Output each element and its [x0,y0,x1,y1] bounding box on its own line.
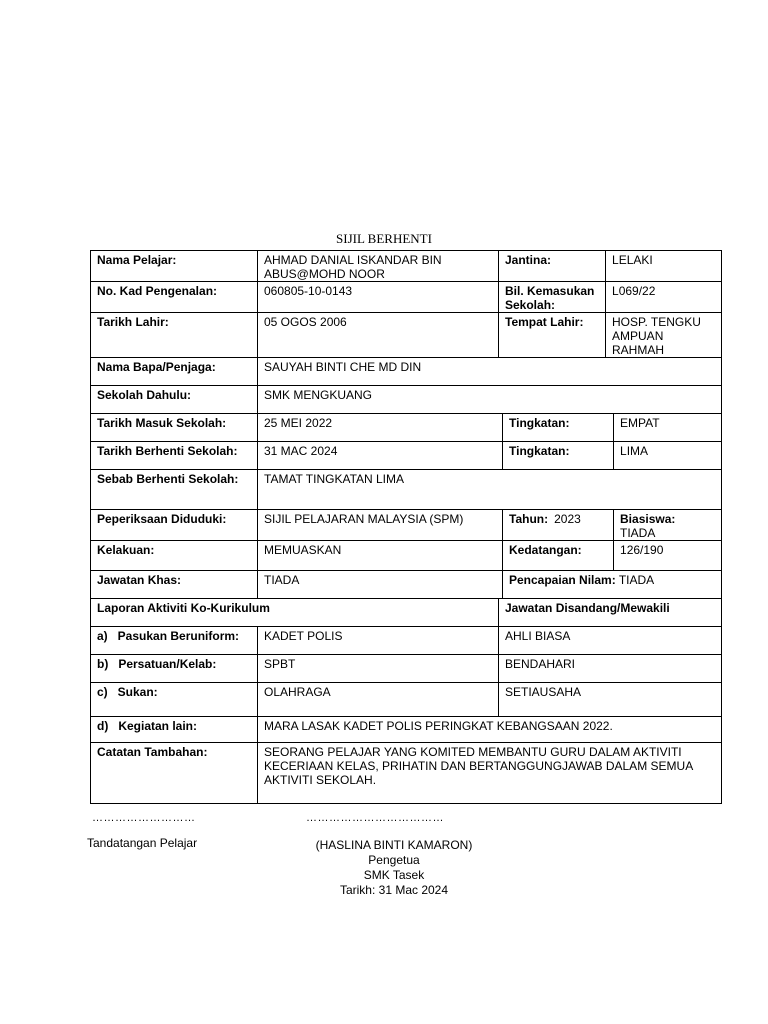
nilam-cell [503,571,722,599]
dahulu-value: SMK MENGKUANG [258,386,722,414]
bapa-label: Nama Bapa/Penjaga: [91,358,258,386]
certificate-title: SIJIL BERHENTI [336,231,432,246]
principal-name: (HASLINA BINTI KAMARON) [315,838,473,852]
kp-label: No. Kad Pengenalan: [91,282,258,313]
table-row [91,627,722,655]
berhenti-value: 31 MAC 2024 [258,442,503,470]
tingkatan2-value: LIMA [614,442,722,470]
periksa-label: Peperiksaan Diduduki: [91,510,258,541]
principal-signature-line: ……………………………… [306,812,444,824]
lahir-value: 05 OGOS 2006 [258,313,499,358]
table-row [91,541,722,571]
student-signature-label: Tandatangan Pelajar [87,836,198,850]
table-row [91,743,722,804]
signature-date: Tarikh: 31 Mac 2024 [339,883,449,897]
nama-label: Nama Pelajar: [91,251,258,282]
tahun-label: Tahun: [509,512,549,526]
principal-signature-block [294,838,494,898]
sukan-label: c) Sukan: [91,683,258,717]
tingkatan1-label: Tingkatan: [503,414,614,442]
nilam-value: TIADA [618,573,655,587]
biasiswa-cell [614,510,722,541]
pasukan-value: KADET POLIS [258,627,499,655]
jawatan-label: Jawatan Khas: [91,571,258,599]
table-row [91,599,722,627]
bil-value: L069/22 [606,282,722,313]
kedatangan-label: Kedatangan: [503,541,614,571]
tempat-value: HOSP. TENGKU AMPUAN RAHMAH [606,313,722,358]
table-row [91,358,722,386]
table-row [91,386,722,414]
table-row [91,313,722,358]
jantina-label: Jantina: [499,251,606,282]
sukan-value: OLAHRAGA [258,683,499,717]
koko-header: Laporan Aktiviti Ko-Kurikulum [91,599,499,627]
bil-label: Bil. Kemasukan Sekolah: [499,282,606,313]
persatuan-label: b) Persatuan/Kelab: [91,655,258,683]
pasukan-label: a) Pasukan Beruniform: [91,627,258,655]
tingkatan1-value: EMPAT [614,414,722,442]
periksa-value: SIJIL PELAJARAN MALAYSIA (SPM) [258,510,503,541]
persatuan-value: SPBT [258,655,499,683]
tingkatan2-label: Tingkatan: [503,442,614,470]
table-row [91,655,722,683]
kedatangan-value: 126/190 [614,541,722,571]
tahun-value: 2023 [554,512,581,526]
school-name: SMK Tasek [363,868,425,882]
kelakuan-label: Kelakuan: [91,541,258,571]
jantina-value: LELAKI [606,251,722,282]
table-row [91,470,722,510]
kegiatan-value: MARA LASAK KADET POLIS PERINGKAT KEBANGSAAN 2022. [258,717,722,743]
table-row [91,683,722,717]
persatuan-role: BENDAHARI [499,655,722,683]
table-row [91,414,722,442]
kelakuan-value: MEMUASKAN [258,541,503,571]
catatan-value: SEORANG PELAJAR YANG KOMITED MEMBANTU GURU DALAM AKTIVITI KECERIAAN KELAS, PRIHATIN DAN BERTANGGUNGJAWAB DALAM SEMUA AKTIVITI SEKOLAH. [258,743,722,804]
disandang-header: Jawatan Disandang/Mewakili [499,599,722,627]
table-row [91,282,722,313]
tempat-label: Tempat Lahir: [499,313,606,358]
pasukan-role: AHLI BIASA [499,627,722,655]
sebab-value: TAMAT TINGKATAN LIMA [258,470,722,510]
student-signature-line: ……………………… [92,812,196,824]
catatan-label: Catatan Tambahan: [91,743,258,804]
lahir-label: Tarikh Lahir: [91,313,258,358]
bapa-value: SAUYAH BINTI CHE MD DIN [258,358,722,386]
tahun-cell [503,510,614,541]
table-row [91,571,722,599]
certificate-table [90,250,722,804]
principal-title: Pengetua [368,853,420,867]
masuk-label: Tarikh Masuk Sekolah: [91,414,258,442]
masuk-value: 25 MEI 2022 [258,414,503,442]
jawatan-value: TIADA [258,571,503,599]
table-row [91,251,722,282]
biasiswa-label: Biasiswa: [620,512,676,526]
table-row [91,717,722,743]
nama-value: AHMAD DANIAL ISKANDAR BIN ABUS@MOHD NOOR [258,251,499,282]
biasiswa-value: TIADA [620,526,656,540]
kegiatan-label: d) Kegiatan lain: [91,717,258,743]
sukan-role: SETIAUSAHA [499,683,722,717]
table-row [91,442,722,470]
kp-value: 060805-10-0143 [258,282,499,313]
sebab-label: Sebab Berhenti Sekolah: [91,470,258,510]
table-row [91,510,722,541]
nilam-label: Pencapaian Nilam: [509,573,616,587]
berhenti-label: Tarikh Berhenti Sekolah: [91,442,258,470]
dahulu-label: Sekolah Dahulu: [91,386,258,414]
